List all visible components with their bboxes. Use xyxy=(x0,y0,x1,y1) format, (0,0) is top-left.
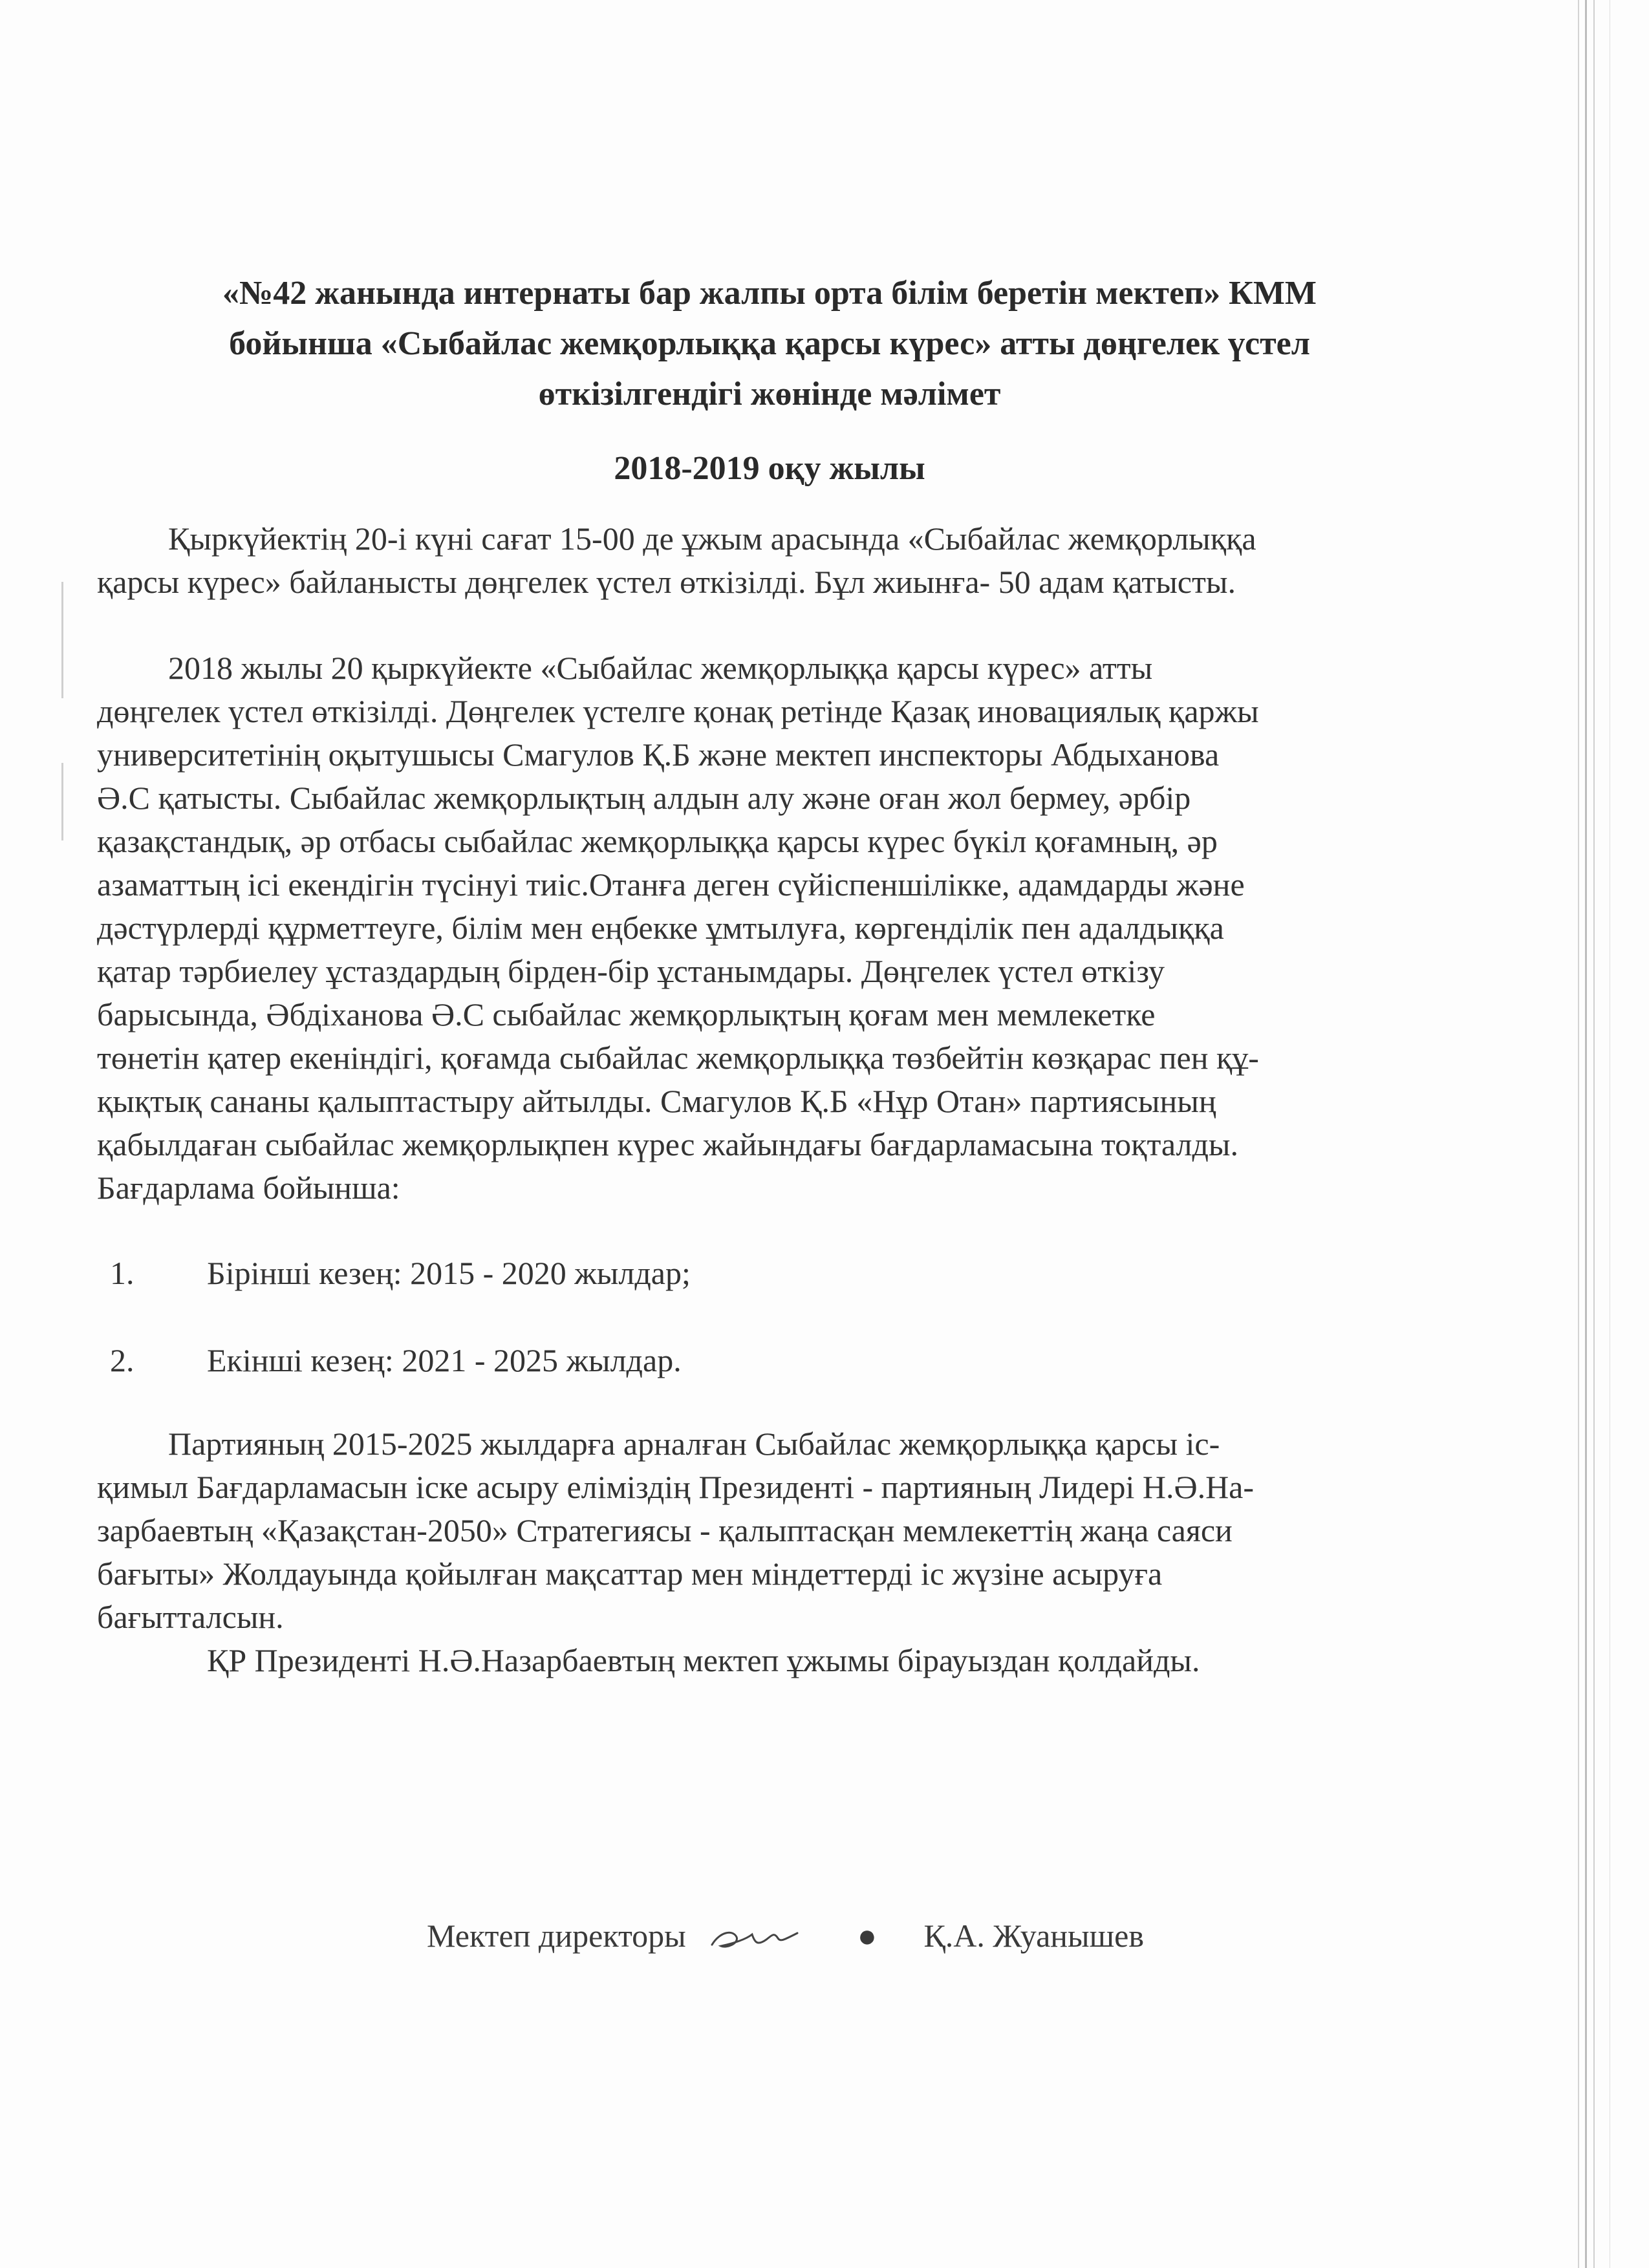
paragraph-line: қатар тәрбиелеу ұстаздардың бірден-бір ұстанымдары. Дөңгелек үстел өткізу xyxy=(97,953,1165,989)
document-title xyxy=(129,268,1410,420)
academic-year: 2018-2019 оқу жылы xyxy=(614,450,925,487)
list-text: Бірінші кезең: 2015 - 2020 жылдар; xyxy=(207,1255,691,1291)
title-line: «№42 жанында интернаты бар жалпы орта білім беретін мектеп» КММ xyxy=(222,275,1317,312)
scan-artifact-edge xyxy=(1571,0,1649,2268)
title-line: өткізілгендігі жөнінде мәлімет xyxy=(538,376,1001,412)
paragraph-party xyxy=(97,1422,1481,1639)
paragraph-line: қазақстандық, әр отбасы сыбайлас жемқорлыққа қарсы күрес бүкіл қоғамның, әр xyxy=(97,823,1218,859)
signature-block xyxy=(427,1917,1144,1959)
paragraph-line: дәстүрлерді құрметтеуге, білім мен еңбекке ұмтылуға, көргенділік пен адалдыққа xyxy=(97,910,1224,946)
paragraph-line: қарсы күрес» байланысты дөңгелек үстел өткізілді. Бұл жиынға- 50 адам қатысты. xyxy=(97,564,1236,600)
paragraph-line: Партияның 2015-2025 жылдарға арналған Сыбайлас жемқорлыққа қарсы іс- xyxy=(168,1426,1220,1462)
paragraph-line: бағытталсын. xyxy=(97,1599,284,1635)
scan-line xyxy=(1578,0,1579,2268)
list-item xyxy=(110,1342,682,1379)
paragraph-line: бағыты» Жолдауында қойылған мақсаттар мен міндеттерді іс жүзіне асыруға xyxy=(97,1556,1163,1592)
list-number: 2. xyxy=(110,1342,135,1378)
paragraph-line: қабылдаған сыбайлас жемқорлықпен күрес жайындағы бағдарламасына тоқталды. xyxy=(97,1126,1239,1162)
paragraph-line: дөңгелек үстел өткізілді. Дөңгелек үстелге қонақ ретінде Қазақ иновациялық қаржы xyxy=(97,693,1259,729)
paragraph-line: қықтық сананы қалыптастыру айтылды. Смагулов Қ.Б «Нұр Отан» партиясының xyxy=(97,1083,1216,1119)
list-item xyxy=(110,1254,691,1292)
handwritten-signature xyxy=(707,1920,804,1959)
paragraph-line: 2018 жылы 20 қыркүйекте «Сыбайлас жемқорлыққа қарсы күрес» атты xyxy=(168,650,1153,686)
paragraph-support xyxy=(207,1639,1591,1682)
paragraph-intro xyxy=(97,517,1481,604)
scan-speck xyxy=(61,582,63,698)
list-text: Екінші кезең: 2021 - 2025 жылдар. xyxy=(207,1342,682,1378)
paragraph-line: зарбаевтың «Қазақстан-2050» Стратегиясы - қалыптасқан мемлекеттің жаңа саяси xyxy=(97,1512,1233,1548)
signature-label: Мектеп директоры xyxy=(427,1918,686,1954)
paragraph-line: ҚР Президенті Н.Ә.Назарбаевтың мектеп ұжымы бірауыздан қолдайды. xyxy=(207,1642,1200,1678)
paragraph-line: университетінің оқытушысы Смагулов Қ.Б және мектеп инспекторы Абдыханова xyxy=(97,736,1220,773)
signature-name: Қ.А. Жуанышев xyxy=(923,1918,1144,1954)
paragraph-line: қимыл Бағдарламасын іске асыру еліміздің Президенті - партияның Лидері Н.Ә.На- xyxy=(97,1469,1255,1505)
scan-line xyxy=(1585,0,1587,2268)
paragraph-line: төнетін қатер екеніндігі, қоғамда сыбайлас жемқорлыққа төзбейтін көзқарас пен құ- xyxy=(97,1040,1259,1076)
paragraph-line: Қыркүйектің 20-і күні сағат 15-00 де ұжым арасында «Сыбайлас жемқорлыққа xyxy=(168,520,1256,557)
signature-dot: ● xyxy=(857,1918,877,1954)
paragraph-line: Ә.С қатысты. Сыбайлас жемқорлықтың алдын алу және оған жол бермеу, әрбір xyxy=(97,780,1191,816)
title-line: бойынша «Сыбайлас жемқорлыққа қарсы күрес» атты дөңгелек үстел xyxy=(229,325,1310,362)
paragraph-main xyxy=(97,647,1481,1210)
scan-speck xyxy=(61,763,63,840)
paragraph-line: азаматтың ісі екендігін түсінуі тиіс.Отанға деген сүйіспеншілікке, адамдарды және xyxy=(97,866,1245,903)
scan-line xyxy=(1593,0,1595,2268)
paragraph-line: Бағдарлама бойынша: xyxy=(97,1170,400,1206)
list-number: 1. xyxy=(110,1255,135,1291)
paragraph-line: барысында, Әбдіханова Ә.С сыбайлас жемқорлықтың қоғам мен мемлекетке xyxy=(97,996,1156,1032)
